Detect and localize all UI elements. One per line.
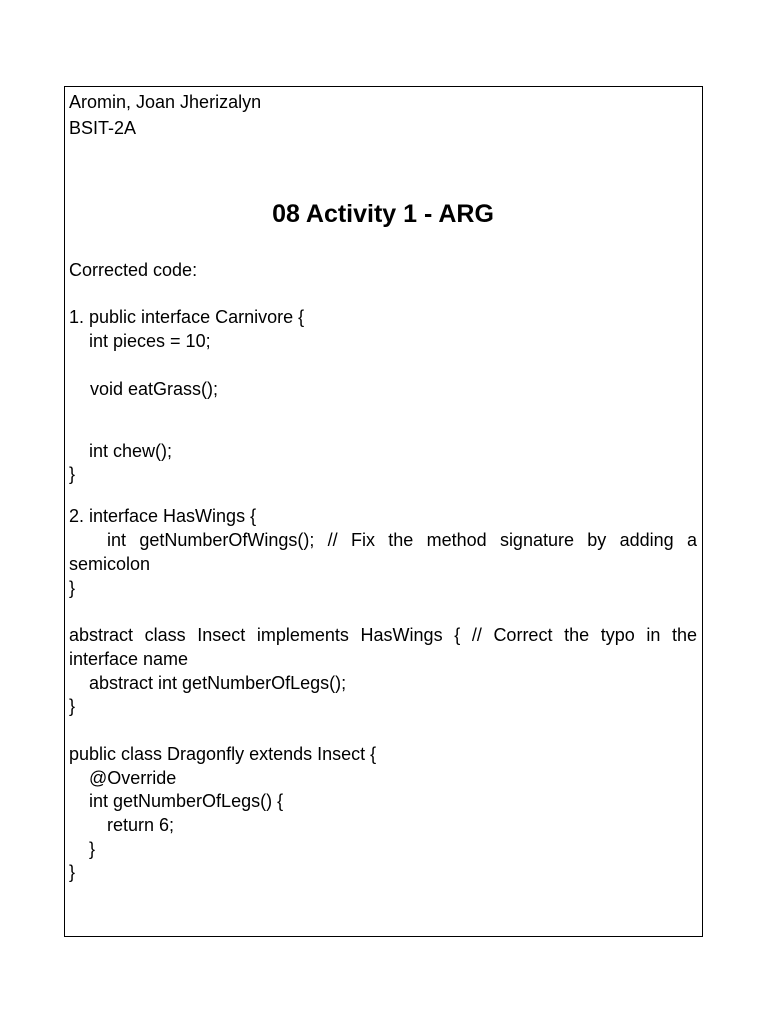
word: the [671, 625, 697, 645]
word: the [564, 625, 590, 645]
word: Correct [493, 625, 553, 645]
item2-close: } [69, 578, 76, 598]
item1-line2: int pieces = 10; [89, 331, 211, 351]
word: in [646, 625, 661, 645]
insect-line3: abstract int getNumberOfLegs(); [89, 673, 347, 693]
word: signature [499, 530, 574, 550]
dragonfly-line4: return 6; [107, 815, 175, 835]
word: // [327, 530, 338, 550]
document-title: 08 Activity 1 - ARG [272, 200, 494, 228]
item2-line3: semicolon [69, 554, 151, 574]
intro-text: Corrected code: [69, 260, 198, 280]
word: by [587, 530, 607, 550]
item2-line2 [107, 529, 697, 551]
word: { [454, 625, 461, 645]
item1-line3: void eatGrass(); [90, 379, 219, 399]
word: HasWings [360, 625, 443, 645]
insect-close: } [69, 696, 76, 716]
item1-line1: 1. public interface Carnivore { [69, 307, 305, 327]
item2-line1: 2. interface HasWings { [69, 506, 257, 526]
word: getNumberOfWings(); [139, 530, 315, 550]
dragonfly-line3: int getNumberOfLegs() { [89, 791, 284, 811]
dragonfly-line1: public class Dragonfly extends Insect { [69, 744, 377, 764]
word: Insect [197, 625, 246, 645]
dragonfly-line2: @Override [89, 768, 177, 788]
word: class [144, 625, 186, 645]
item1-close: } [69, 464, 76, 484]
student-name: Aromin, Joan Jherizalyn [69, 92, 262, 112]
insect-line2: interface name [69, 649, 189, 669]
word: Fix [350, 530, 375, 550]
word: adding [619, 530, 674, 550]
word: int [107, 530, 127, 550]
word: implements [256, 625, 349, 645]
word: // [471, 625, 482, 645]
word: a [686, 530, 697, 550]
dragonfly-line5: } [89, 839, 96, 859]
word: method [426, 530, 487, 550]
student-section: BSIT-2A [69, 118, 137, 138]
dragonfly-close: } [69, 862, 76, 882]
word: typo [600, 625, 635, 645]
word: abstract [69, 625, 134, 645]
item1-line4: int chew(); [89, 441, 173, 461]
word: the [388, 530, 414, 550]
insect-line1 [69, 624, 697, 646]
